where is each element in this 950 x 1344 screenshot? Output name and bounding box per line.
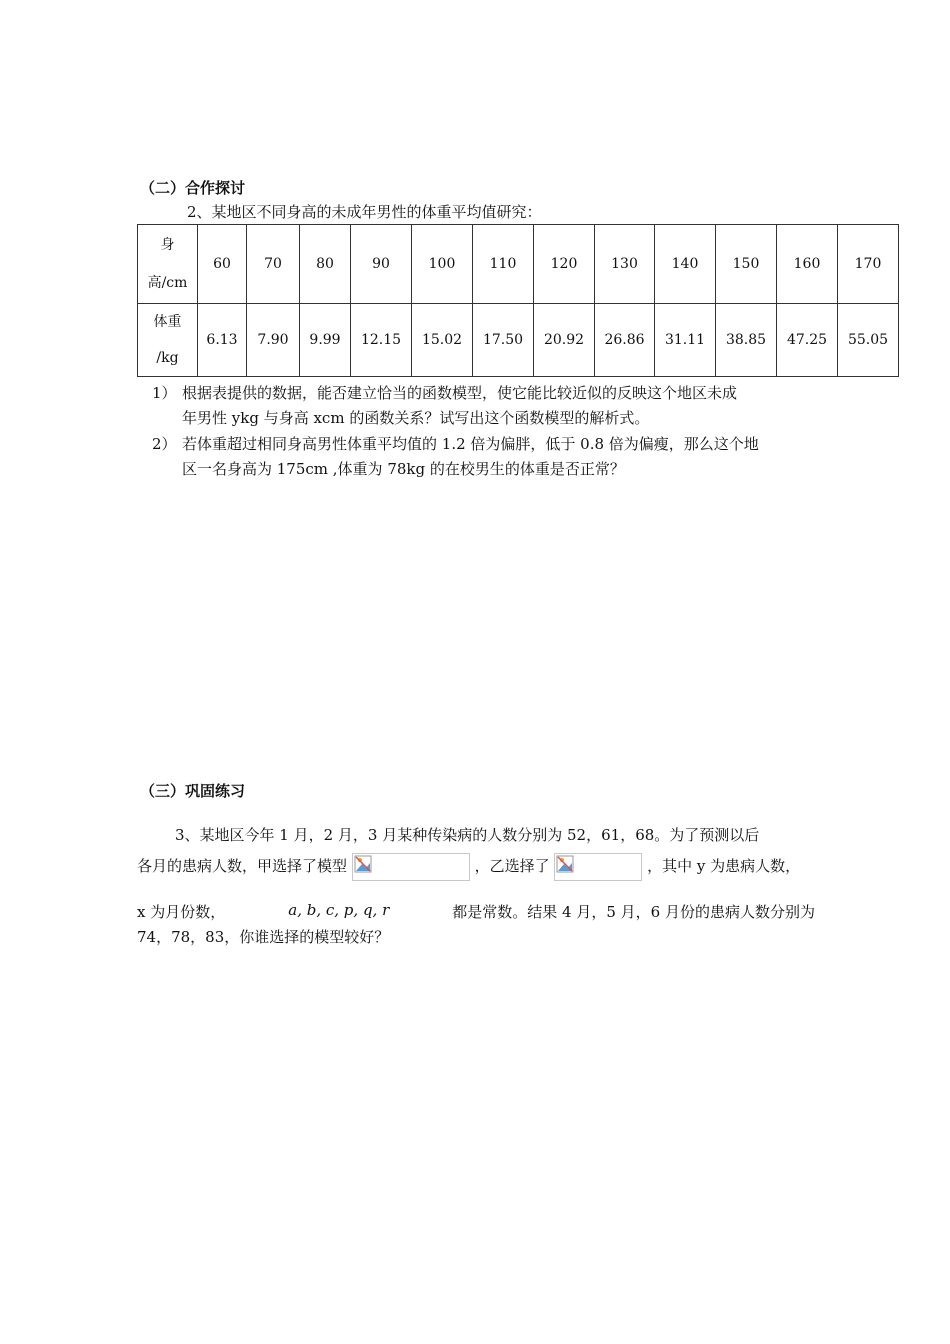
model-a-formula-image [352, 853, 470, 881]
weight-cell: 12.15 [351, 304, 412, 377]
weight-cell: 31.11 [655, 304, 716, 377]
weight-header-line2: /kg [156, 350, 179, 366]
problem-3-text-e: 都是常数。结果 4 月，5 月，6 月份的患病人数分别为 [452, 903, 815, 921]
weight-cell: 47.25 [777, 304, 838, 377]
height-cell: 130 [595, 225, 655, 304]
weight-cell: 20.92 [534, 304, 595, 377]
section-2-title: （二）合作探讨 [140, 179, 246, 197]
problem-3-text-a: 各月的患病人数，甲选择了模型 [137, 857, 348, 875]
section-3-title: （三）巩固练习 [140, 782, 246, 800]
height-cell: 120 [534, 225, 595, 304]
height-cell: 140 [655, 225, 716, 304]
height-row [138, 225, 899, 304]
section-2-intro: 2、某地区不同身高的未成年男性的体重平均值研究： [187, 203, 542, 221]
broken-image-icon [354, 855, 372, 873]
constants-list: a, b, c, p, q, r [288, 901, 390, 919]
height-cell: 110 [473, 225, 534, 304]
weight-cell: 55.05 [838, 304, 899, 377]
problem-3-line-2 [137, 853, 800, 881]
question-2-line-2: 区一名身高为 175cm ,体重为 78kg 的在校男生的体重是否正常？ [182, 460, 625, 478]
height-header-line2: 高/cm [147, 275, 188, 291]
problem-3-line-4: 74，78，83，你谁选择的模型较好？ [137, 928, 390, 946]
height-cell: 170 [838, 225, 899, 304]
weight-header-cell [138, 304, 198, 377]
height-cell: 150 [716, 225, 777, 304]
weight-cell: 26.86 [595, 304, 655, 377]
question-2-line-1: 若体重超过相同身高男性体重平均值的 1.2 倍为偏胖，低于 0.8 倍为偏瘦，那么这个地 [182, 435, 759, 453]
question-1-line-2: 年男性 ykg 与身高 xcm 的函数关系？试写出这个函数模型的解析式。 [182, 409, 650, 427]
problem-3-line-3 [137, 901, 815, 922]
problem-3-line-1: 3、某地区今年 1 月，2 月，3 月某种传染病的人数分别为 52，61，68。为了预测以后 [175, 826, 760, 844]
question-1-number: 1） [152, 384, 177, 402]
height-cell: 80 [300, 225, 351, 304]
problem-3-text-c: ，其中 y 为患病人数， [647, 857, 801, 875]
height-cell: 70 [247, 225, 300, 304]
weight-cell: 38.85 [716, 304, 777, 377]
height-cell: 60 [198, 225, 247, 304]
problem-3-text-b: ，乙选择了 [474, 857, 550, 875]
weight-cell: 6.13 [198, 304, 247, 377]
weight-header-line1: 体重 [153, 314, 182, 330]
model-b-formula-image [554, 853, 642, 881]
weight-cell: 7.90 [247, 304, 300, 377]
height-cell: 90 [351, 225, 412, 304]
height-header-cell [138, 225, 198, 304]
broken-image-icon [556, 855, 574, 873]
weight-row [138, 304, 899, 377]
weight-cell: 17.50 [473, 304, 534, 377]
height-header-line1: 身 [160, 237, 175, 253]
question-1-line-1: 根据表提供的数据，能否建立恰当的函数模型，使它能比较近似的反映这个地区未成 [182, 384, 738, 402]
question-2-number: 2） [152, 435, 177, 453]
weight-cell: 9.99 [300, 304, 351, 377]
height-weight-table [137, 224, 899, 377]
weight-cell: 15.02 [412, 304, 473, 377]
problem-3-text-d: x 为月份数， [137, 903, 226, 921]
height-cell: 160 [777, 225, 838, 304]
height-cell: 100 [412, 225, 473, 304]
